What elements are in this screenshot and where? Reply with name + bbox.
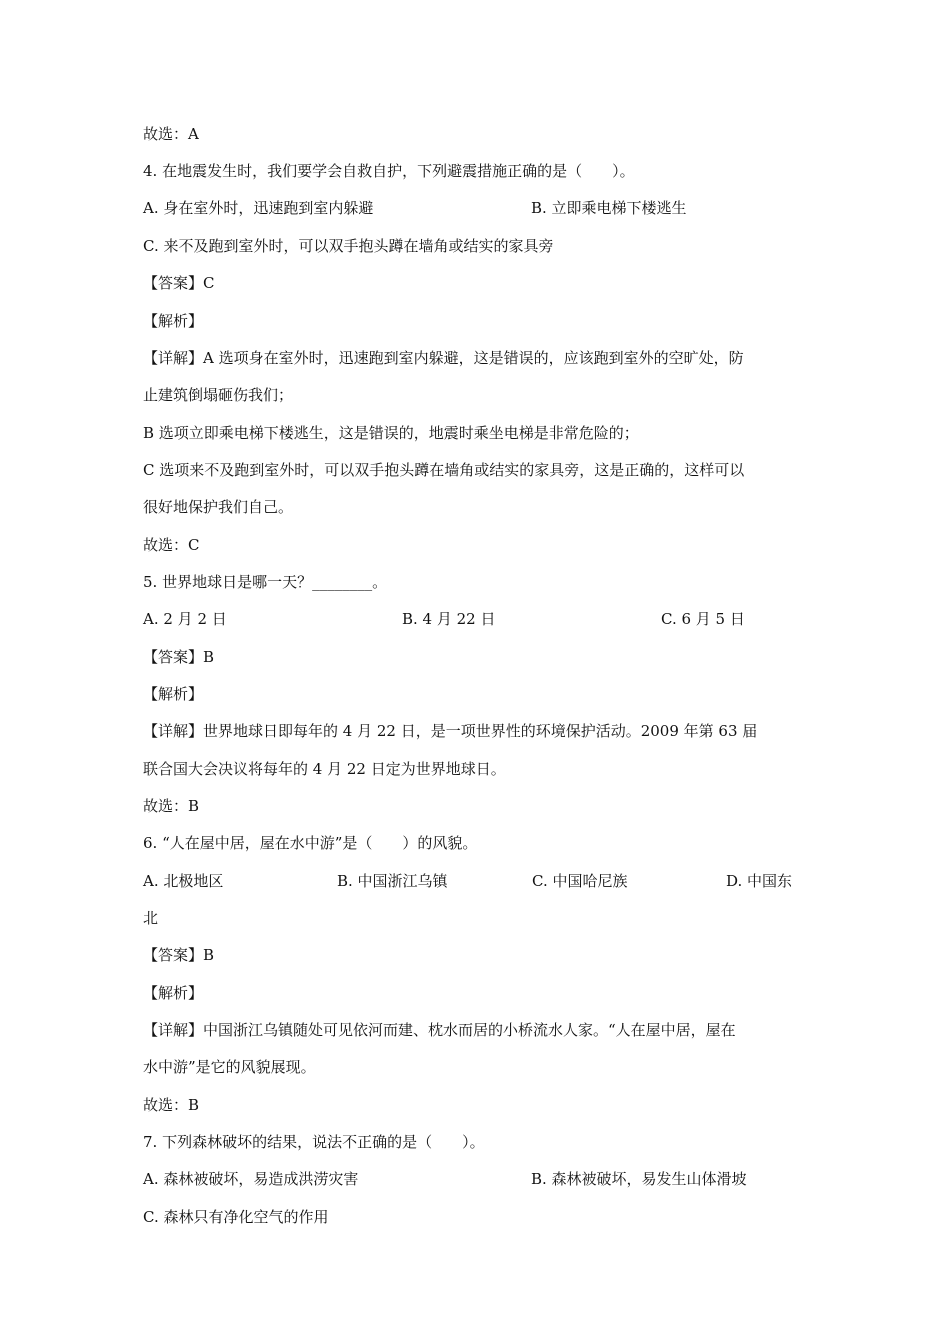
q6-question: 6. “人在屋中居，屋在水中游”是（ ）的风貌。 [143, 834, 478, 852]
q4-conclusion: 故选：C [143, 536, 200, 554]
q5-conclusion: 故选：B [143, 797, 200, 815]
q6-answer: 【答案】B [143, 946, 215, 964]
q6-option-a: A. 北极地区 [143, 872, 224, 890]
q5-detail-line: 联合国大会决议将每年的 4 月 22 日定为世界地球日。 [143, 760, 506, 778]
q6-detail-line: 水中游”是它的风貌展现。 [143, 1058, 316, 1076]
q4-option-b: B. 立即乘电梯下楼逃生 [531, 199, 687, 217]
q6-option-d: D. 中国东 [726, 872, 793, 890]
q7-question: 7. 下列森林破坏的结果，说法不正确的是（ ）。 [143, 1133, 485, 1151]
q4-detail-line: C 选项来不及跑到室外时，可以双手抱头蹲在墙角或结实的家具旁，这是正确的，这样可以 [143, 461, 745, 479]
q4-option-a: A. 身在室外时，迅速跑到室内躲避 [143, 199, 374, 217]
q3-conclusion: 故选：A [143, 125, 199, 143]
q6-analysis-label: 【解析】 [143, 984, 204, 1002]
q7-option-b: B. 森林被破坏，易发生山体滑坡 [531, 1170, 747, 1188]
q5-question: 5. 世界地球日是哪一天？________。 [143, 573, 388, 591]
q6-option-b: B. 中国浙江乌镇 [337, 872, 448, 890]
q5-detail-line: 【详解】世界地球日即每年的 4 月 22 日，是一项世界性的环境保护活动。2009 年第 63 届 [143, 722, 758, 740]
q4-detail-line: 【详解】A 选项身在室外时，迅速跑到室内躲避，这是错误的，应该跑到室外的空旷处，防 [143, 349, 744, 367]
q6-option-d-continued: 北 [143, 909, 159, 927]
q4-question: 4. 在地震发生时，我们要学会自救自护，下列避震措施正确的是（ ）。 [143, 162, 635, 180]
q4-answer: 【答案】C [143, 274, 215, 292]
q4-option-c: C. 来不及跑到室外时，可以双手抱头蹲在墙角或结实的家具旁 [143, 237, 554, 255]
q6-detail-line: 【详解】中国浙江乌镇随处可见依河而建、枕水而居的小桥流水人家。“人在屋中居，屋在 [143, 1021, 736, 1039]
q7-option-a: A. 森林被破坏，易造成洪涝灾害 [143, 1170, 359, 1188]
q7-option-c: C. 森林只有净化空气的作用 [143, 1208, 329, 1226]
q5-answer: 【答案】B [143, 648, 215, 666]
q6-option-c: C. 中国哈尼族 [532, 872, 628, 890]
q5-analysis-label: 【解析】 [143, 685, 204, 703]
q5-option-c: C. 6 月 5 日 [661, 610, 745, 628]
q4-detail-line: B 选项立即乘电梯下楼逃生，这是错误的，地震时乘坐电梯是非常危险的； [143, 424, 639, 442]
q4-detail-line: 很好地保护我们自己。 [143, 498, 294, 516]
q5-option-b: B. 4 月 22 日 [402, 610, 496, 628]
q4-detail-line: 止建筑倒塌砸伤我们； [143, 386, 294, 404]
q6-conclusion: 故选：B [143, 1096, 200, 1114]
q4-analysis-label: 【解析】 [143, 312, 204, 330]
q5-option-a: A. 2 月 2 日 [143, 610, 227, 628]
